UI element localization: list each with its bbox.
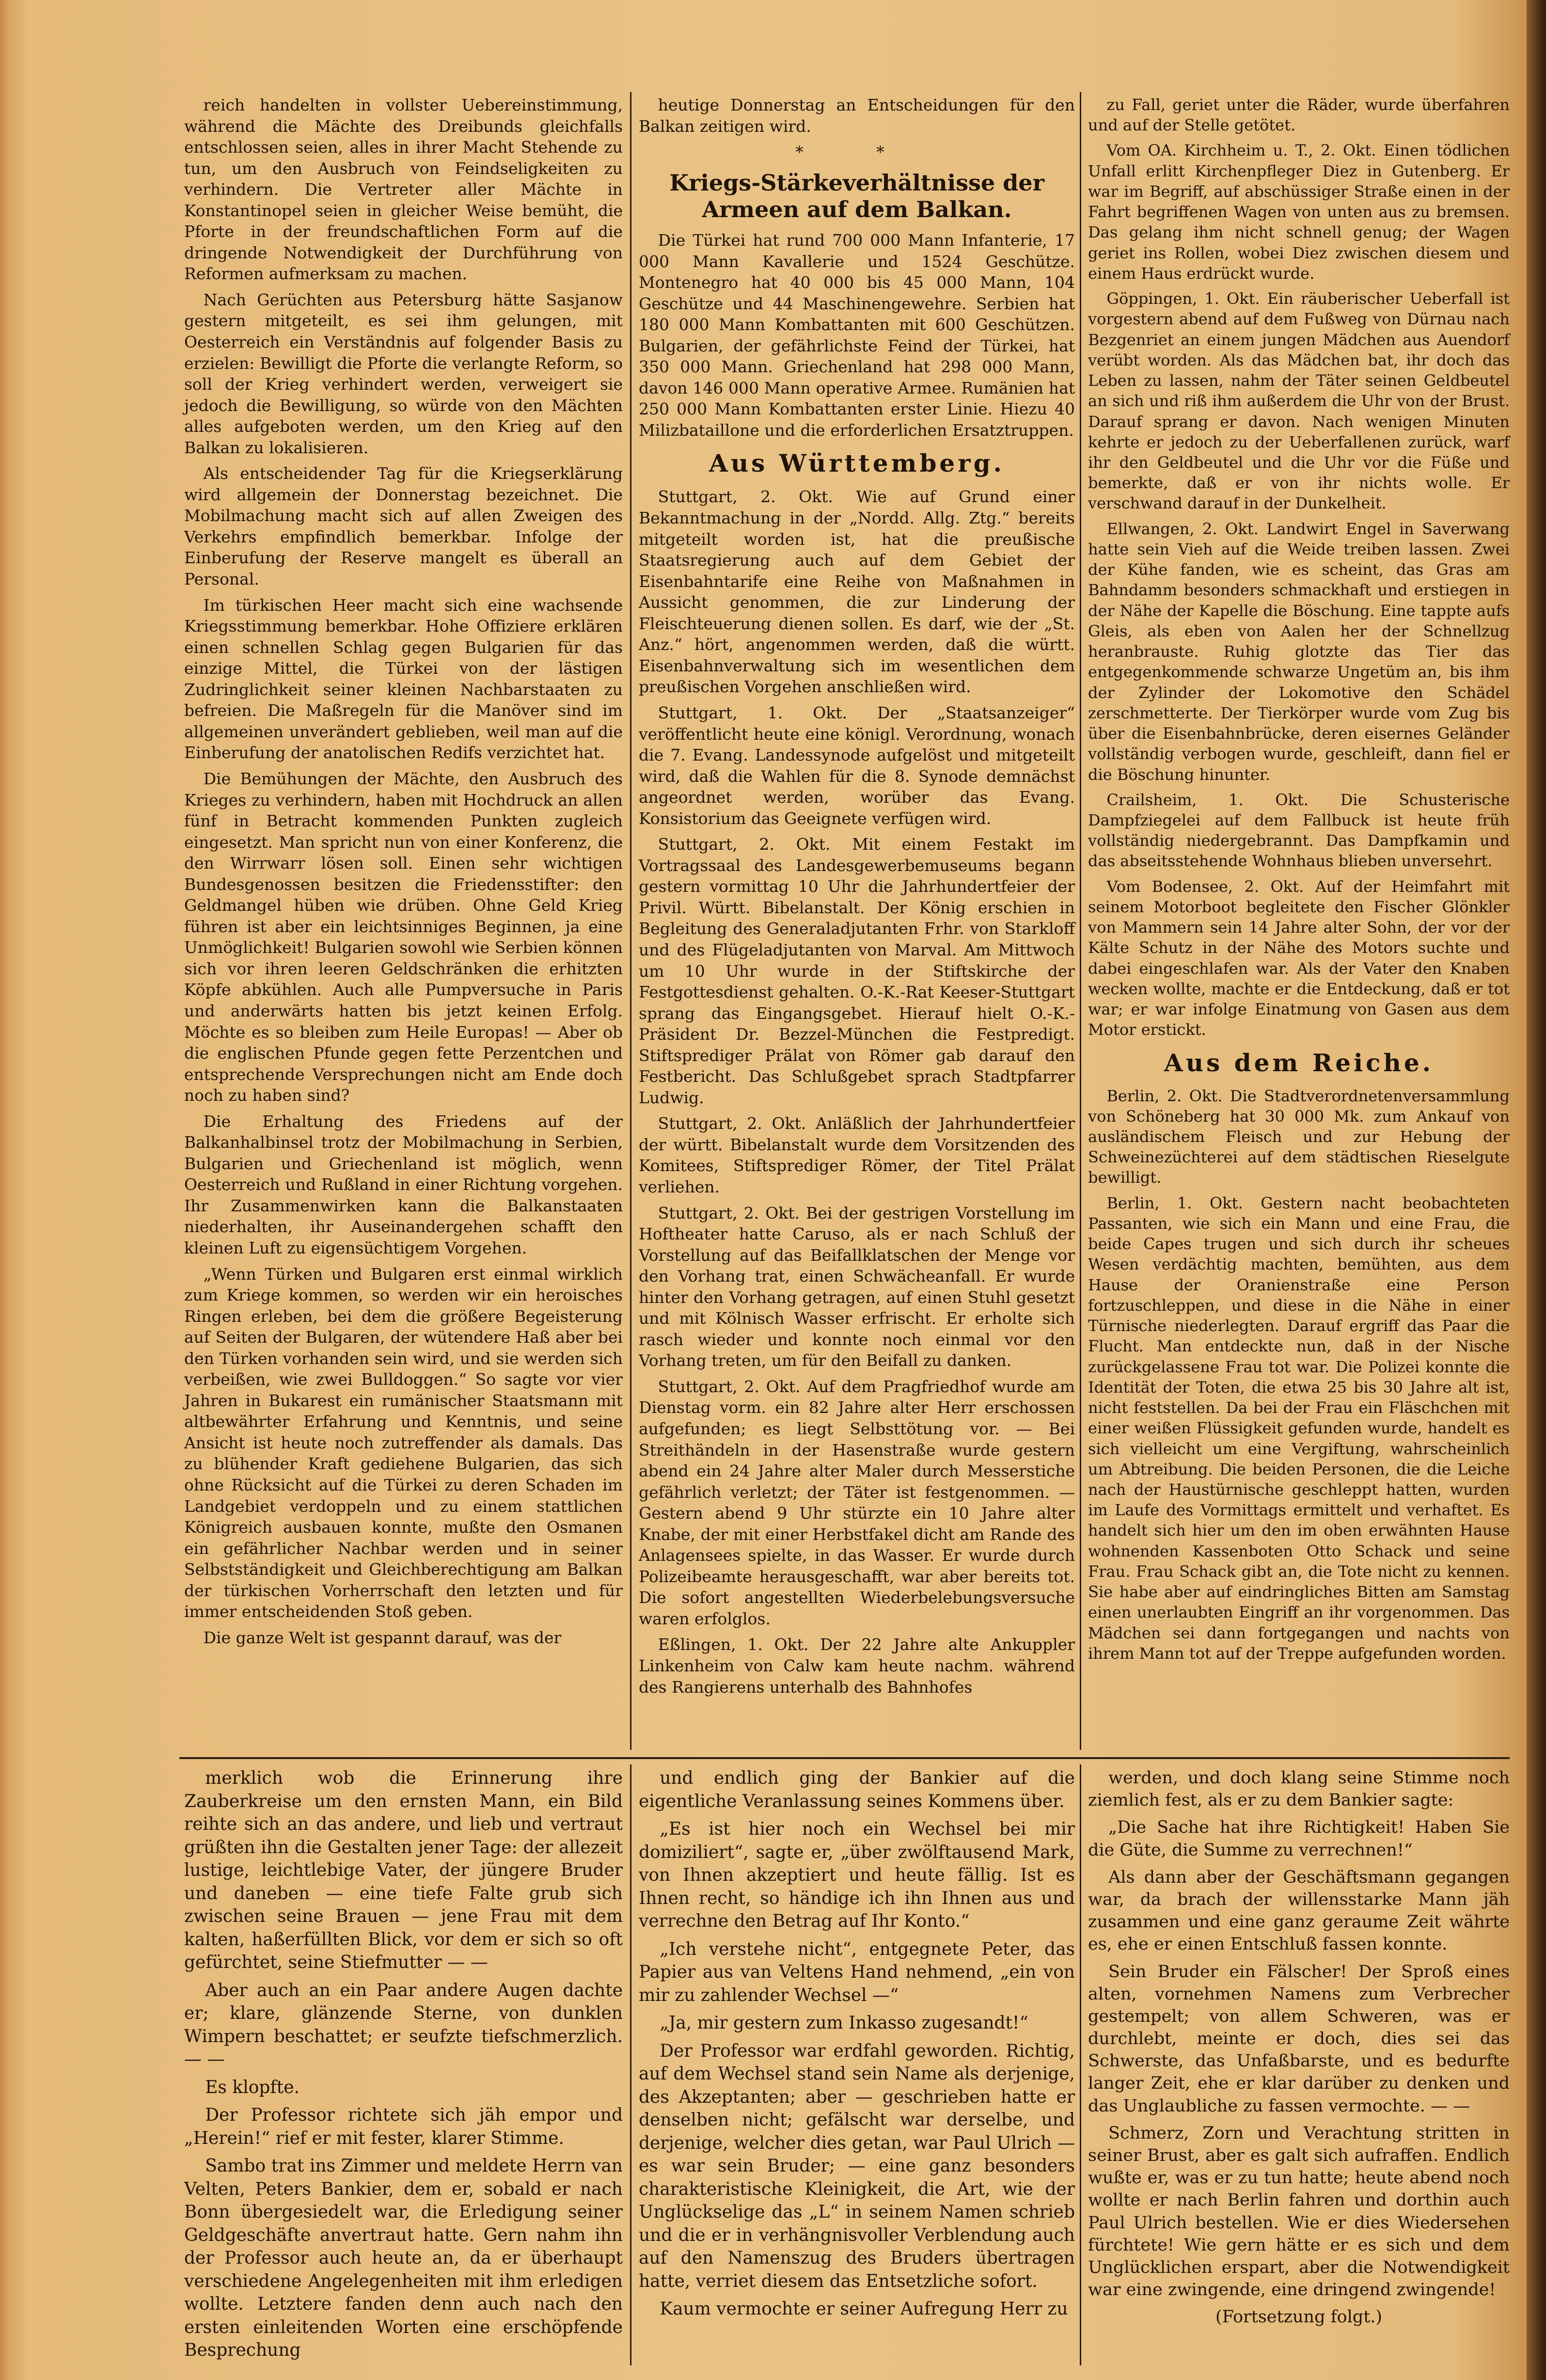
novel-paragraph: Es klopfte. — [205, 2077, 300, 2097]
news-paragraph: Als entscheidender Tag für die Kriegserklärung wird allgemein der Donnerstag bezeichnet. Die Mobilmachung macht sich auf allen Zweigen des Verkehrs empfindlich bemerkbar. Infolge der Einberufung der Reserve mangelt es überall an Personal. — [184, 464, 623, 589]
news-paragraph: Berlin, 1. Okt. Gestern nacht beobachteten Passanten, wie sich ein Mann und eine Frau, die beide Capes trugen und sich durch ihr scheues Wesen verdächtig machten, bemühten, aus dem Hause der Oranienstraße eine Person fortzuschleppen, und diese in die Nähe in einer Türnische niederlegten. Darauf ergriff das Paar die Flucht. Man entdeckte nun, daß in der Nische zurückgelassene Frau tot war. Die Polizei konnte die Identität der Toten, die etwa 25 bis 30 Jahre alt ist, nicht feststellen. Da bei der Frau ein Fläschchen mit einer weißen Flüssigkeit gefunden wurde, handelt es sich vielleicht um eine Vergiftung, wahrscheinlich um Abtreibung. Die beiden Personen, die die Leiche nach der Haustürnische geschleppt hatten, wurden im Laufe des Vormittags ermittelt und verhaftet. Es handelt sich hier um den im oben erwähnten Hause wohnenden Kassenboten Otto Schack und seine Frau. Frau Schack gibt an, die Tote nicht zu kennen. Sie habe aber auf eindringliches Bitten am Samstag einen unerlaubten Eingriff an ihr vorgenommen. Das Mädchen sei dann fortgegangen und nachts von ihrem Mann tot auf der Treppe aufgefunden worden. — [1088, 1193, 1510, 1663]
novel-paragraph: werden, und doch klang seine Stimme noch ziemlich fest, als er zu dem Bankier sagte: — [1088, 1768, 1510, 1810]
section-stars: * * — [795, 143, 918, 162]
novel-paragraph: „Es ist hier noch ein Wechsel bei mir domiziliert“, sagte er, „über zwölftausend Mark, von Ihnen akzeptiert und heute fällig. Ist es Ihnen recht, so händige ich ihn Ihnen aus und verrechne den Betrag auf Ihr Konto.“ — [639, 1819, 1075, 1932]
news-column-1 — [184, 95, 623, 1752]
feuilleton-column-3 — [1088, 1767, 1510, 2363]
book-spine — [1527, 0, 1546, 2380]
news-paragraph: Crailsheim, 1. Okt. Die Schusterische Dampfziegelei auf dem Fallbuck ist heute früh vollständig niedergebrannt. Das Dampfkamin und das abseitsstehende Wohnhaus blieben unversehrt. — [1088, 790, 1510, 871]
novel-paragraph: „Ja, mir gestern zum Inkasso zugesandt!“ — [660, 2013, 1028, 2033]
novel-paragraph: Aber auch an ein Paar andere Augen dachte er; klare, glänzende Sterne, von dunklen Wimpern beschattet; er seufzte tiefschmerzlich. — — — [184, 1980, 623, 2070]
novel-paragraph: Sambo trat ins Zimmer und meldete Herrn van Velten, Peters Bankier, dem er, sobald er nach Bonn übergesiedelt war, die Erledigung seiner Geldgeschäfte anvertraut hatte. Gern nahm ihn der Professor auch heute an, da er überhaupt verschiedene Angelegenheiten mit ihm erledigen wollte. Letztere fanden denn auch nach den ersten einleitenden Worten eine erschöpfende Besprechung — [184, 2156, 623, 2361]
novel-paragraph: „Ich verstehe nicht“, entgegnete Peter, das Papier aus van Veltens Hand nehmend, „ein von mir zu zahlender Wechsel —“ — [639, 1939, 1075, 2005]
feuilleton-rule — [179, 1757, 1510, 1759]
feuilleton-column-1 — [184, 1767, 623, 2363]
novel-paragraph: Der Professor richtete sich jäh empor und „Herein!“ rief er mit fester, klarer Stimme. — [184, 2105, 623, 2148]
news-paragraph: Stuttgart, 2. Okt. Bei der gestrigen Vorstellung im Hoftheater hatte Caruso, als er nach Schluß der Vorstellung auf das Beifallklatschen der Menge vor den Vorhang trat, einen Schwächeanfall. Er wurde hinter den Vorhang getragen, auf einen Stuhl gesetzt und mit Kölnisch Wasser erfrischt. Er erholte sich rasch wieder und konnte noch einmal vor den Vorhang treten, um für den Beifall zu danken. — [639, 1203, 1075, 1370]
news-paragraph: Die Erhaltung des Friedens auf der Balkanhalbinsel trotz der Mobilmachung in Serbien, Bulgarien und Griechenland ist möglich, wenn Oesterreich und Rußland in einer Richtung vorgehen. Ihr Zusammenwirken kann die Balkanstaaten niederhalten, ihr Auseinandergehen schafft den kleinen Luft zu eigensüchtigem Vorgehen. — [184, 1111, 623, 1257]
novel-paragraph: Schmerz, Zorn und Verachtung stritten in seiner Brust, aber es galt sich aufraffen. Endlich wußte er, was er zu tun hatte; heute abend noch wollte er nach Berlin fahren und dorthin auch Paul Ulrich bestellen. Wie er dies Wiedersehen fürchtete! Wie gern hätte er es sich und dem Unglücklichen erspart, aber die Notwendigkeit war eine zwingende, eine dringend zwingende! — [1088, 2123, 1510, 2300]
news-paragraph: heutige Donnerstag an Entscheidungen für den Balkan zeitigen wird. — [639, 95, 1075, 136]
column-rule — [1080, 92, 1081, 1750]
news-paragraph: Vom Bodensee, 2. Okt. Auf der Heimfahrt mit seinem Motorboot begleitete den Fischer Glönkler von Mammern sein 14 Jahre alter Sohn, der vor der Kälte Schutz in der Nähe des Motors suchte und dabei eingeschlafen war. Als der Vater den Knaben wecken wollte, machte er die Entdeckung, daß er tot war; er war infolge Einatmung von Gasen aus dem Motor erstickt. — [1088, 877, 1510, 1039]
news-paragraph: Ellwangen, 2. Okt. Landwirt Engel in Saverwang hatte sein Vieh auf die Weide treiben lassen. Zwei der Kühe fanden, wie es scheint, das Gras am Bahndamm besonders schmackhaft und erstiegen in der Nähe der Kapelle die Böschung. Eine tappte aufs Gleis, als eben von Aalen her der Schnellzug heranbrauste. Ruhig glotzte das Tier das entgegenkommende schwarze Ungetüm an, bis ihm der Zylinder der Lokomotive den Schädel zerschmetterte. Der Tierkörper wurde vom Zug bis über die Eisenbahnbrücke, deren eisernes Geländer vollständig verbogen wurde, geschleift, dann fiel er die Böschung hinunter. — [1088, 519, 1510, 784]
novel-paragraph: Als dann aber der Geschäftsmann gegangen war, da brach der willensstarke Mann jäh zusammen und eine ganz geraume Zeit währte es, ehe er einen Entschluß fassen konnte. — [1088, 1867, 1510, 1954]
column-rule — [630, 1764, 631, 2365]
news-paragraph: „Wenn Türken und Bulgaren erst einmal wirklich zum Kriege kommen, so werden wir ein heroisches Ringen erleben, bei dem die größere Begeisterung auf Seiten der Bulgaren, der wütendere Haß aber bei den Türken vorhanden sein wird, und sie werden sich verbeißen, wie zwei Bulldoggen.“ So sagte vor vier Jahren in Bukarest ein rumänischer Staatsmann mit altbewährter Erfahrung und Kenntnis, und seine Ansicht ist heute noch zutreffender als damals. Das zu blühender Kraft gediehene Bulgarien, das sich ohne Rücksicht auf die Türkei zu deren Schaden im Landgebiet verdoppeln und zu einem stattlichen Königreich ausbauen konnte, mußte den Osmanen ein gefährlicher Nachbar werden und in seiner Selbstständigkeit und Gleichberechtigung am Balkan der türkischen Vorherrschaft den letzten und für immer entscheidenden Stoß geben. — [184, 1264, 623, 1621]
news-paragraph: Stuttgart, 1. Okt. Der „Staatsanzeiger“ veröffentlicht heute eine königl. Verordnung, wonach die 7. Evang. Landessynode aufgelöst und mitgeteilt wird, daß die Wahlen für die 8. Synode demnächst angeordnet werden, worüber das Evang. Konsistorium das Geeignete verfügen wird. — [639, 703, 1075, 828]
news-paragraph: Stuttgart, 2. Okt. Auf dem Pragfriedhof wurde am Dienstag vorm. ein 82 Jahre alter Herr erschossen aufgefunden; es liegt Selbsttötung vor. — Bei Streithändeln in der Hasenstraße wurde gestern abend ein 24 Jahre alter Maler durch Messerstiche gefährlich verletzt; der Täter ist festgenommen. — Gestern abend 9 Uhr stürzte ein 10 Jahre alter Knabe, der mit einer Herbstfakel dicht am Rande des Anlagensees spielte, in das Wasser. Er wurde durch Polizeibeamte herausgeschafft, war aber bereits tot. Die sofort angestellten Wiederbelebungsversuche waren erfolglos. — [639, 1377, 1075, 1628]
news-column-2 — [639, 95, 1075, 1752]
section-heading-strength: Kriegs-Stärkeverhältnisse der Armeen auf dem Balkan. — [669, 169, 1044, 222]
news-paragraph: Eßlingen, 1. Okt. Der 22 Jahre alte Ankuppler Linkenheim von Calw kam heute nachm. während des Rangierens unterhalb des Bahnhofes — [639, 1635, 1075, 1697]
news-paragraph: Die ganze Welt ist gespannt darauf, was der — [203, 1628, 562, 1647]
continuation-note: (Fortsetzung folgt.) — [1215, 2307, 1383, 2327]
news-paragraph: Im türkischen Heer macht sich eine wachsende Kriegsstimmung bemerkbar. Hohe Offiziere erklären einen schnellen Schlag gegen Bulgarien für das einzige Mittel, die Türkei von der lästigen Zudringlichkeit seiner kleinen Nachbarstaaten zu befreien. Die Maßregeln für die Manöver sind im allgemeinen unverändert geblieben, weil man auf die Einberufung der anatolischen Redifs verzichtet hat. — [184, 595, 623, 762]
news-paragraph: Stuttgart, 2. Okt. Wie auf Grund einer Bekanntmachung in der „Nordd. Allg. Ztg.“ bereits mitgeteilt worden ist, hat die preußische Staatsregierung auch auf dem Gebiet der Eisenbahntarife eine Reihe von Maßnahmen in Aussicht genommen, die zur Linderung der Fleischteuerung dienen sollen. Es darf, wie der „St. Anz.“ hört, angenommen werden, daß die württ. Eisenbahnverwaltung sich im wesentlichen dem preußischen Vorgehen anschließen wird. — [639, 487, 1075, 697]
column-rule — [630, 92, 631, 1750]
novel-paragraph: Der Professor war erdfahl geworden. Richtig, auf dem Wechsel stand sein Name als derjenige, des Akzeptanten; aber — geschrieben hatte er denselben nicht; gefälscht war derselbe, und derjenige, welcher dies getan, war Paul Ulrich — es war sein Bruder; — eine ganz besonders charakteristische Kleinigkeit, die Art, wie der Unglückselige das „L“ in seinem Namen schrieb und die er in verhängnisvoller Verblendung auch auf den Namenszug des Bruders übertragen hatte, verriet diesem das Entsetzliche sofort. — [639, 2041, 1075, 2291]
news-paragraph: Göppingen, 1. Okt. Ein räuberischer Ueberfall ist vorgestern abend auf dem Fußweg von Dürnau nach Bezgenriet an einem jungen Mädchen aus Auendorf verübt worden. Als das Mädchen bat, ihr doch das Leben zu lassen, nahm der Täter seinen Geldbeutel an sich und riß ihm außerdem die Uhr von der Brust. Darauf sprang er davon. Nach wenigen Minuten kehrte er jedoch zu der Ueberfallenen zurück, warf ihr den Geldbeutel und die Uhr vor die Füße und bemerkte, daß er von ihr nichts wolle. Er verschwand darauf in der Dunkelheit. — [1088, 289, 1510, 513]
feuilleton-column-2 — [639, 1767, 1075, 2363]
news-column-3 — [1088, 95, 1510, 1752]
news-paragraph: Stuttgart, 2. Okt. Anläßlich der Jahrhundertfeier der württ. Bibelanstalt wurde dem Vorsitzenden des Komitees, Stiftsprediger Römer, der Titel Prälat verliehen. — [639, 1114, 1075, 1196]
news-paragraph: zu Fall, geriet unter die Räder, wurde überfahren und auf der Stelle getötet. — [1088, 95, 1510, 135]
news-paragraph: Vom OA. Kirchheim u. T., 2. Okt. Einen tödlichen Unfall erlitt Kirchenpfleger Diez in Gutenberg. Er war im Begriff, auf abschüssiger Straße einen in der Fahrt begriffenen Wagen von unten aus zu bremsen. Das gelang ihm nicht schnell genug; der Wagen geriet ins Rollen, wobei Diez zwischen diesem und einem Haus erdrückt wurde. — [1088, 141, 1510, 283]
novel-paragraph: merklich wob die Erinnerung ihre Zauberkreise um den ernsten Mann, ein Bild reihte sich an das andere, und lieb und vertraut grüßten ihn die Gestalten jener Tage: der allezeit lustige, leichtlebige Vater, der jüngere Bruder und daneben — eine tiefe Falte grub sich zwischen seine Brauen — jene Frau mit dem kalten, haßerfüllten Blick, vor dem er sich so oft gefürchtet, seine Stiefmutter — — — [184, 1768, 623, 1973]
novel-paragraph: und endlich ging der Bankier auf die eigentliche Veranlassung seines Kommens über. — [639, 1768, 1075, 1811]
novel-paragraph: „Die Sache hat ihre Richtigkeit! Haben Sie die Güte, die Summe zu verrechnen!“ — [1088, 1818, 1510, 1860]
news-paragraph: Stuttgart, 2. Okt. Mit einem Festakt im Vortragssaal des Landesgewerbemuseums begann gestern vormittag 10 Uhr die Jahrhundertfeier der Privil. Württ. Bibelanstalt. Der König erschien in Begleitung des Generaladjutanten Frhr. von Starkloff und des Flügeladjutanten von Marval. Am Mittwoch um 10 Uhr wurde in der Stiftskirche der Festgottesdienst gehalten. O.-K.-Rat Keeser-Stuttgart sprang das Eingangsgebet. Hierauf hielt O.-K.-Präsident Dr. Bezzel-München die Festpredigt. Stiftsprediger Prälat von Römer gab darauf den Festbericht. Das Schlußgebet sprach Stadtpfarrer Ludwig. — [639, 835, 1075, 1107]
section-heading-wuerttemberg: Aus Württemberg. — [709, 449, 1005, 478]
novel-paragraph: Sein Bruder ein Fälscher! Der Sproß eines alten, vornehmen Namens zum Verbrecher gestempelt; von allem Schweren, was er durchlebt, meinte er doch, dies sei das Schwerste, das Unfaßbarste, und es bedurfte langer Zeit, ehe er klar darüber zu denken und das Unglaubliche zu fassen vermochte. — — — [1088, 1962, 1510, 2116]
news-paragraph: Die Türkei hat rund 700 000 Mann Infanterie, 17 000 Mann Kavallerie und 1524 Geschütze. Montenegro hat 40 000 bis 45 000 Mann, 104 Geschütze und 44 Maschinengewehre. Serbien hat 180 000 Mann Kombattanten mit 600 Geschützen. Bulgarien, der gefährlichste Feind der Türkei, hat 350 000 Mann. Griechenland hat 298 000 Mann, davon 146 000 Mann operative Armee. Rumänien hat 250 000 Mann Kombattanten erster Linie. Hiezu 40 Milizbataillone und die erforderlichen Ersatztruppen. — [639, 231, 1075, 440]
news-paragraph: reich handelten in vollster Uebereinstimmung, während die Mächte des Dreibunds gleichfalls entschlossen seien, alles in ihrer Macht Stehende zu tun, um den Ausbruch von Feindseligkeiten zu verhindern. Die Vertreter aller Mächte in Konstantinopel seien in gleicher Weise bemüht, die Pforte in der freundschaftlichen Form auf die dringende Notwendigkeit der Durchführung von Reformen aufmerksam zu machen. — [184, 95, 623, 284]
news-paragraph: Die Bemühungen der Mächte, den Ausbruch des Krieges zu verhindern, haben mit Hochdruck an allen fünf in Betracht kommenden Punkten zugleich eingesetzt. Man spricht nun von einer Konferenz, die den Wirrwarr lösen soll. Einen sehr wichtigen Bundesgenossen besitzen die Friedensstifter: den Geldmangel hüben wie drüben. Ohne Geld Krieg führen ist aber ein leichtsinniges Beginnen, ja eine Unmöglichkeit! Bulgarien sowohl wie Serbien können sich vor ihren leeren Geldschränken die erhitzten Köpfe abkühlen. Auch alle Pumpversuche in Paris und anderwärts hatten bis jetzt keinen Erfolg. Möchte es so bleiben zum Heile Europas! — Aber ob die englischen Pfunde gegen fette Perzentchen und entsprechende Versprechungen nicht am Ende doch noch zu haben sind? — [184, 769, 623, 1105]
news-paragraph: Berlin, 2. Okt. Die Stadtverordnetenversammlung von Schöneberg hat 30 000 Mk. zum Ankauf von ausländischem Fleisch und zur Hebung der Schweinezüchterei auf dem städtischen Rieselgute bewilligt. — [1088, 1086, 1510, 1187]
news-paragraph: Nach Gerüchten aus Petersburg hätte Sasjanow gestern mitgeteilt, es sei ihm gelungen, mit Oesterreich ein Verständnis auf folgender Basis zu erzielen: Bewilligt die Pforte die verlangte Reform, so soll der Krieg verhindert werden, verweigert sie jedoch die Bewilligung, so würde von den Mächten alles aufgeboten werden, um den Krieg auf den Balkan zu lokalisieren. — [184, 290, 623, 457]
column-rule — [1080, 1764, 1081, 2365]
section-heading-reich: Aus dem Reiche. — [1164, 1048, 1434, 1077]
novel-paragraph: Kaum vermochte er seiner Aufregung Herr zu — [660, 2299, 1068, 2319]
